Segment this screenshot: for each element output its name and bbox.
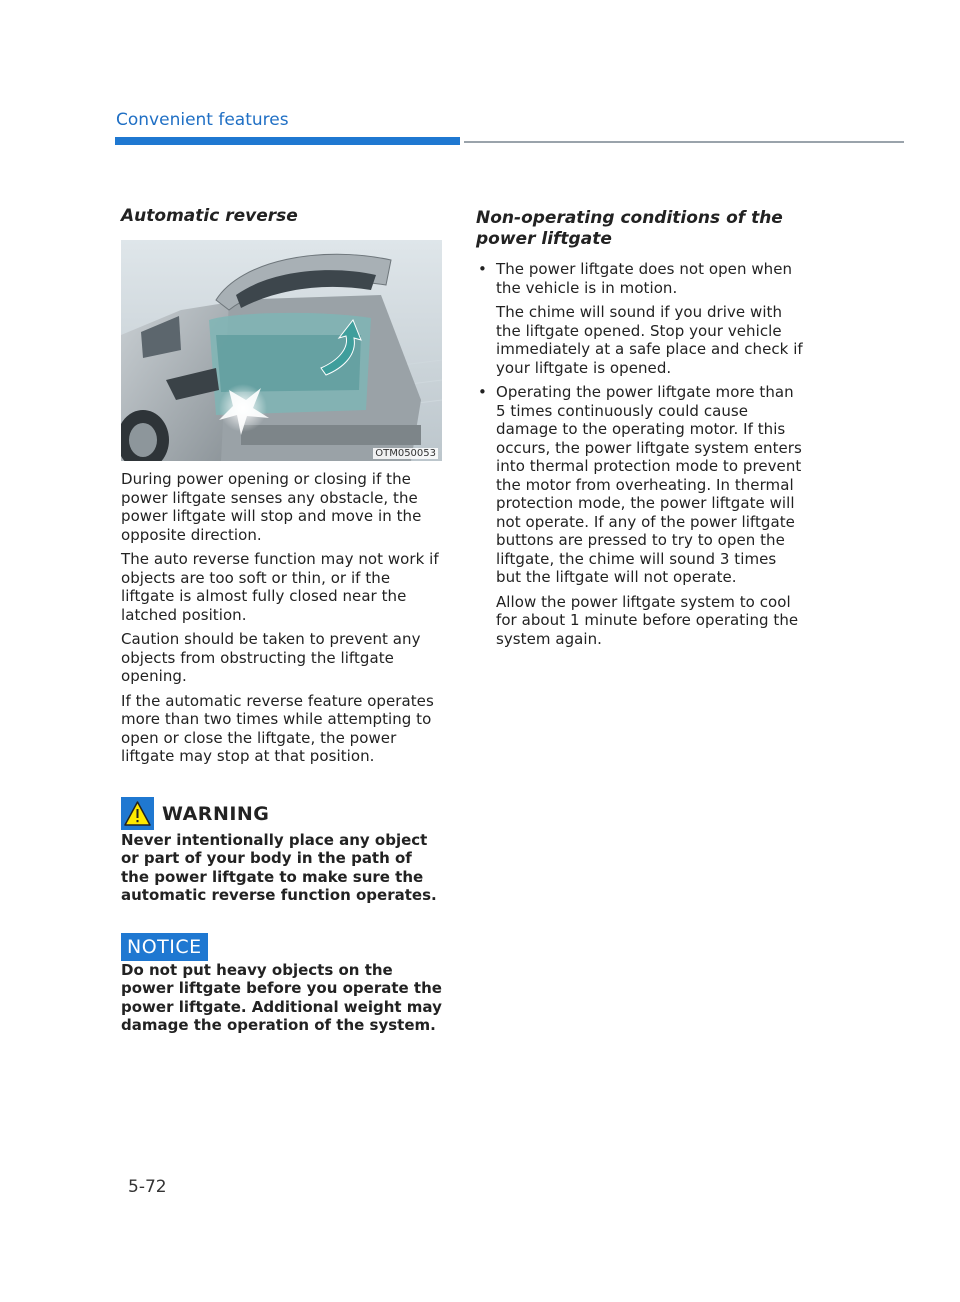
warning-header	[121, 797, 443, 831]
list-item	[476, 383, 806, 648]
car-liftgate-image	[121, 240, 442, 461]
automatic-reverse-heading: Automatic reverse	[121, 206, 298, 226]
figure-code: OTM050053	[375, 448, 436, 459]
warning-text: Never intentionally place any object or part of your body in the path of the power liftgate to make sure the automatic reverse function operates.	[121, 830, 437, 904]
section-title: Convenient features	[116, 110, 289, 130]
warning-label: WARNING	[162, 802, 270, 825]
header-accent-bar	[115, 137, 460, 145]
bullet-sub: The chime will sound if you drive with the liftgate opened. Stop your vehicle immediately at a safe place and check if your liftgate is opened.	[496, 303, 803, 377]
list-item	[476, 260, 806, 377]
warning-icon	[121, 797, 154, 830]
paragraph: Caution should be taken to prevent any objects from obstructing the liftgate opening.	[121, 630, 421, 685]
bullet-sub: Allow the power liftgate system to cool for about 1 minute before operating the system again.	[496, 592, 799, 648]
bullet-icon: •	[478, 260, 487, 278]
paragraph: The auto reverse function may not work if objects are too soft or thin, or if the liftgate is almost fully closed near the latched position.	[121, 550, 439, 624]
bullet-main: The power liftgate does not open when the vehicle is in motion.	[496, 260, 793, 297]
paragraph: During power opening or closing if the power liftgate senses any obstacle, the power liftgate will stop and move in the opposite direction.	[121, 470, 422, 544]
notice-badge: NOTICE	[121, 933, 208, 961]
notice-text: Do not put heavy objects on the power liftgate before you operate the power liftgate. Additional weight may damage the operation of the system.	[121, 960, 442, 1034]
left-column	[121, 206, 443, 1035]
conditions-list	[476, 260, 806, 648]
right-column	[476, 208, 806, 654]
non-operating-heading: Non-operating conditions of the power liftgate	[476, 208, 783, 249]
paragraph: If the automatic reverse feature operates more than two times while attempting to open or close the liftgate, the power liftgate may stop at that position.	[121, 691, 434, 765]
bullet-icon: •	[478, 383, 487, 401]
page-number: 5-72	[128, 1177, 167, 1197]
liftgate-illustration	[121, 240, 442, 461]
header-rule	[464, 141, 904, 143]
bullet-main: Operating the power liftgate more than 5 times continuously could cause damage to the operating motor. If this occurs, the power liftgate system enters into thermal protection mode to prevent the motor from overheating. In thermal protection mode, the power liftgate will not operate. If any of the power liftgate buttons are pressed to try to open the liftgate, the chime will sound 3 times but the liftgate will not operate.	[496, 383, 802, 586]
